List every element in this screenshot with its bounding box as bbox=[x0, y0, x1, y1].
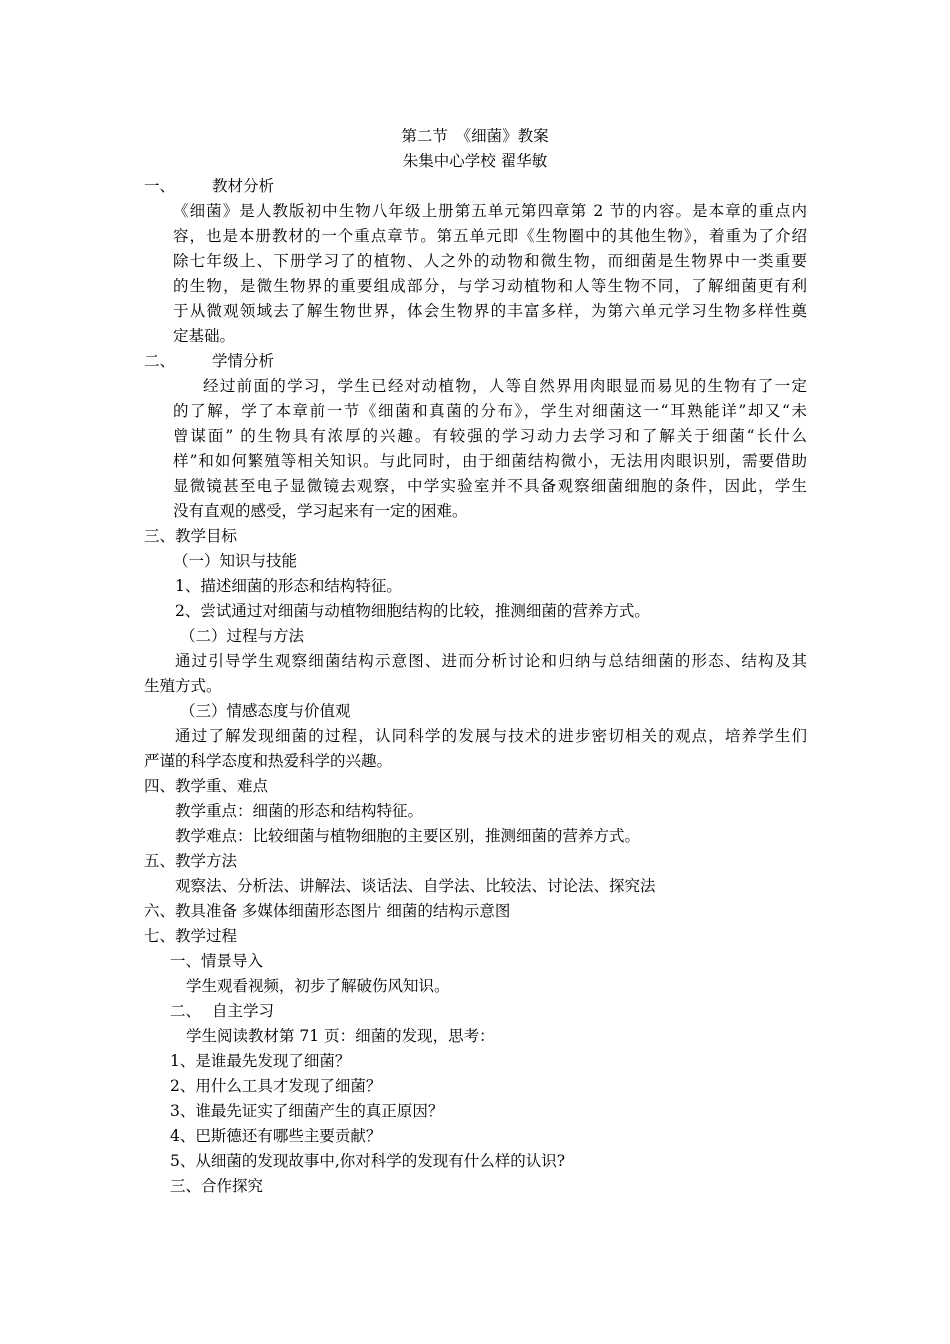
document-title: 第二节 《细菌》教案 bbox=[401, 127, 549, 145]
document-author: 朱集中心学校 翟华敏 bbox=[402, 152, 548, 170]
section-4-difficult-point: 教学难点：比较细菌与植物细胞的主要区别，推测细菌的营养方式。 bbox=[175, 827, 641, 845]
section-1-heading: 教材分析 bbox=[212, 177, 275, 195]
section-4-heading: 四、教学重、难点 bbox=[144, 777, 269, 795]
question-item: 2、用什么工具才发现了细菌？ bbox=[170, 1077, 382, 1095]
section-2-number: 二、 bbox=[144, 352, 176, 370]
section-3-paragraph-3-line: 通过了解发现细菌的过程，认同科学的发展与技术的进步密切相关的观点，培养学生们 bbox=[175, 727, 807, 745]
section-5-heading: 五、教学方法 bbox=[144, 852, 238, 870]
question-item: 3、谁最先证实了细菌产生的真正原因？ bbox=[170, 1102, 444, 1120]
section-3-item-1: 1、描述细菌的形态和结构特征。 bbox=[175, 577, 402, 595]
section-2-line: 经过前面的学习，学生已经对动植物，人等自然界用肉眼显而易见的生物有了一定 bbox=[203, 377, 807, 395]
section-4-key-point: 教学重点：细菌的形态和结构特征。 bbox=[175, 802, 424, 820]
section-1-number: 一、 bbox=[144, 177, 176, 195]
section-7-subheading-1: 一、情景导入 bbox=[170, 952, 264, 970]
question-item: 5、从细菌的发现故事中,你对科学的发现有什么样的认识? bbox=[170, 1152, 566, 1170]
section-2-line: 的了解，学了本章前一节《细菌和真菌的分布》，学生对细菌这一“耳熟能详”却又“未 bbox=[173, 402, 807, 420]
section-3-subheading-1: （一）知识与技能 bbox=[173, 552, 298, 570]
section-7-subheading-2: 自主学习 bbox=[212, 1002, 275, 1020]
section-7-subheading-2-intro: 学生阅读教材第 71 页：细菌的发现，思考： bbox=[186, 1027, 495, 1045]
section-1-line: 《细菌》是人教版初中生物八年级上册第五单元第四章第 2 节的内容。是本章的重点内 bbox=[173, 202, 807, 220]
section-3-heading: 三、教学目标 bbox=[144, 527, 238, 545]
question-item: 1、是谁最先发现了细菌？ bbox=[170, 1052, 351, 1070]
section-6-heading: 六、教具准备 多媒体细菌形态图片 细菌的结构示意图 bbox=[144, 902, 511, 920]
section-1-line: 除七年级上、下册学习了的植物、人之外的动物和微生物，而细菌是生物界中一类重要 bbox=[173, 252, 807, 270]
section-2-heading: 学情分析 bbox=[212, 352, 275, 370]
section-2-line: 显微镜甚至电子显微镜去观察，中学实验室并不具备观察细菌细胞的条件，因此，学生 bbox=[173, 477, 807, 495]
section-1-line: 于从微观领域去了解生物世界，体会生物界的丰富多样，为第六单元学习生物多样性奠 bbox=[173, 302, 807, 320]
section-7-heading: 七、教学过程 bbox=[144, 927, 238, 945]
section-1-line: 的生物，是微生物界的重要组成部分，与学习动植物和人等生物不同，了解细菌更有利 bbox=[173, 277, 807, 295]
section-1-line: 容，也是本册教材的一个重点章节。第五单元即《生物圈中的其他生物》，着重为了介绍 bbox=[173, 227, 807, 245]
section-3-paragraph-2-line: 生殖方式。 bbox=[144, 677, 222, 695]
section-7-subheading-1-text: 学生观看视频，初步了解破伤风知识。 bbox=[186, 977, 450, 995]
section-7-subheading-2-number: 二、 bbox=[170, 1002, 202, 1020]
section-3-paragraph-3-line: 严谨的科学态度和热爱科学的兴趣。 bbox=[144, 752, 393, 770]
section-3-subheading-2: （二）过程与方法 bbox=[180, 627, 305, 645]
section-2-line: 没有直观的感受，学习起来有一定的困难。 bbox=[173, 502, 468, 520]
section-2-line: 样”和如何繁殖等相关知识。与此同时，由于细菌结构微小，无法用肉眼识别，需要借助 bbox=[173, 452, 807, 470]
section-3-item-2: 2、尝试通过对细菌与动植物细胞结构的比较，推测细菌的营养方式。 bbox=[175, 602, 650, 620]
section-1-line: 定基础。 bbox=[173, 327, 236, 345]
section-2-line: 曾谋面” 的生物具有浓厚的兴趣。有较强的学习动力去学习和了解关于细菌“长什么 bbox=[173, 427, 807, 445]
section-5-methods: 观察法、分析法、讲解法、谈话法、自学法、比较法、讨论法、探究法 bbox=[175, 877, 656, 895]
section-7-subheading-3: 三、合作探究 bbox=[170, 1177, 264, 1195]
question-item: 4、巴斯德还有哪些主要贡献？ bbox=[170, 1127, 382, 1145]
section-3-paragraph-2-line: 通过引导学生观察细菌结构示意图、进而分析讨论和归纳与总结细菌的形态、结构及其 bbox=[175, 652, 807, 670]
section-3-subheading-3: （三）情感态度与价值观 bbox=[180, 702, 351, 720]
